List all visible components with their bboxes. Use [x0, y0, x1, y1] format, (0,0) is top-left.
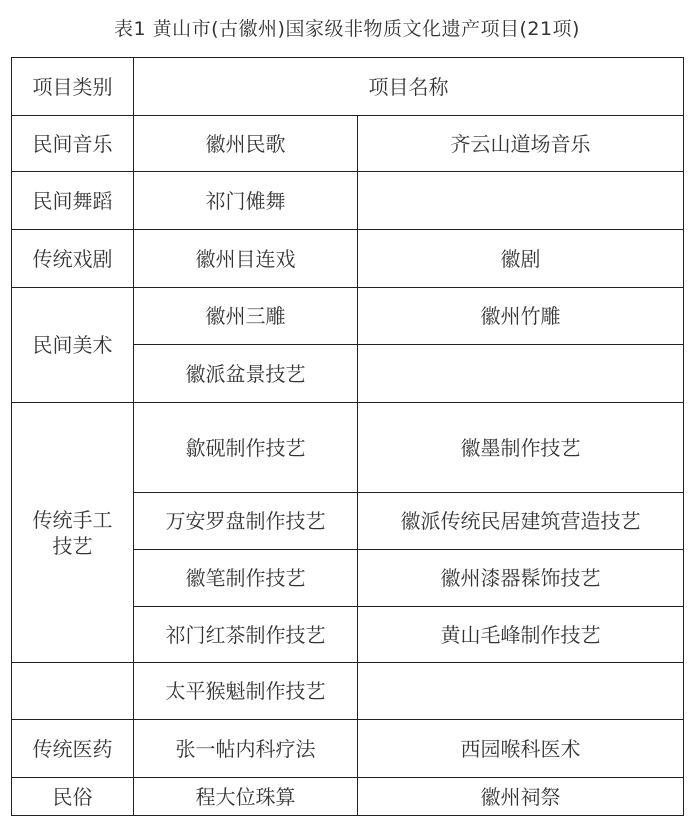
- item-cell: 祁门红茶制作技艺: [134, 607, 358, 663]
- item-cell: 徽州目连戏: [134, 230, 358, 288]
- category-cell: 民间美术: [12, 288, 134, 403]
- item-cell: 徽州漆器髹饰技艺: [358, 550, 684, 607]
- item-cell: 祁门傩舞: [134, 172, 358, 230]
- item-cell: 徽州竹雕: [358, 288, 684, 345]
- item-cell: 徽剧: [358, 230, 684, 288]
- item-cell: 徽墨制作技艺: [358, 403, 684, 493]
- item-cell: 黄山毛峰制作技艺: [358, 607, 684, 663]
- item-cell: 万安罗盘制作技艺: [134, 493, 358, 550]
- table-caption: 表1 黄山市(古徽州)国家级非物质文化遗产项目(21项): [114, 18, 580, 40]
- item-cell: 徽州民歌: [134, 116, 358, 172]
- category-cell: 传统医药: [12, 720, 134, 778]
- item-cell: 徽州祠祭: [358, 778, 684, 816]
- category-cell: 民俗: [12, 778, 134, 816]
- item-cell: 西园喉科医术: [358, 720, 684, 778]
- table-row: [12, 230, 684, 288]
- item-cell: 太平猴魁制作技艺: [134, 663, 358, 720]
- item-cell: 徽派传统民居建筑营造技艺: [358, 493, 684, 550]
- table-row: [12, 403, 684, 493]
- header-row: [12, 58, 684, 116]
- table-row: [12, 116, 684, 172]
- item-cell: [358, 172, 684, 230]
- category-cell: 传统戏剧: [12, 230, 134, 288]
- table-row: [12, 288, 684, 345]
- item-cell: 徽州三雕: [134, 288, 358, 345]
- table-row: [12, 720, 684, 778]
- item-cell: 徽派盆景技艺: [134, 345, 358, 403]
- item-cell: [358, 345, 684, 403]
- category-cell: 民间舞蹈: [12, 172, 134, 230]
- table-row: [12, 778, 684, 816]
- item-cell: 歙砚制作技艺: [134, 403, 358, 493]
- heritage-table: [11, 57, 684, 816]
- item-cell: [358, 663, 684, 720]
- item-cell: 程大位珠算: [134, 778, 358, 816]
- category-cell: 传统手工技艺: [12, 403, 134, 663]
- category-cell: 民间音乐: [12, 116, 134, 172]
- item-cell: 齐云山道场音乐: [358, 116, 684, 172]
- category-cell: [12, 663, 134, 720]
- header-name: 项目名称: [134, 58, 684, 116]
- table-row: [12, 172, 684, 230]
- item-cell: 张一帖内科疗法: [134, 720, 358, 778]
- header-category: 项目类别: [12, 58, 134, 116]
- table-row: [12, 663, 684, 720]
- item-cell: 徽笔制作技艺: [134, 550, 358, 607]
